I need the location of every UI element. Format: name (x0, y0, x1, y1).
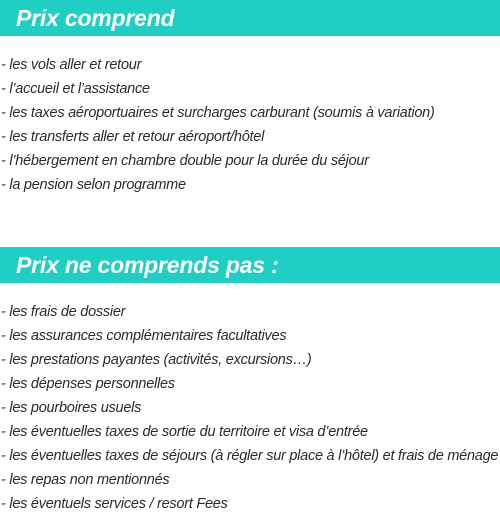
list-item: - la pension selon programme (1, 177, 186, 193)
price-includes-heading: Prix comprend (0, 0, 500, 36)
list-item: - les frais de dossier (1, 304, 126, 320)
list-item: - les dépenses personnelles (1, 376, 175, 392)
list-item: - l’hébergement en chambre double pour la durée du séjour (1, 153, 369, 169)
list-item: - les taxes aéroportuaires et surcharges carburant (soumis à variation) (1, 105, 435, 121)
list-item: - les assurances complémentaires facultatives (1, 328, 287, 344)
price-includes-list (1, 54, 435, 198)
list-item: - l’accueil et l’assistance (1, 81, 150, 97)
list-item: - les vols aller et retour (1, 57, 142, 73)
list-item: - les repas non mentionnés (1, 472, 170, 488)
price-excludes-list (1, 301, 498, 517)
list-item: - les transferts aller et retour aéroport/hôtel (1, 129, 265, 145)
list-item: - les éventuelles taxes de sortie du territoire et visa d’entrée (1, 424, 368, 440)
list-item: - les éventuelles taxes de séjours (à régler sur place à l’hôtel) et frais de ménage (1, 448, 499, 464)
list-item: - les prestations payantes (activités, excursions…) (1, 352, 312, 368)
list-item: - les éventuels services / resort Fees (1, 496, 228, 512)
price-excludes-heading: Prix ne comprends pas : (0, 247, 500, 283)
list-item: - les pourboires usuels (1, 400, 142, 416)
